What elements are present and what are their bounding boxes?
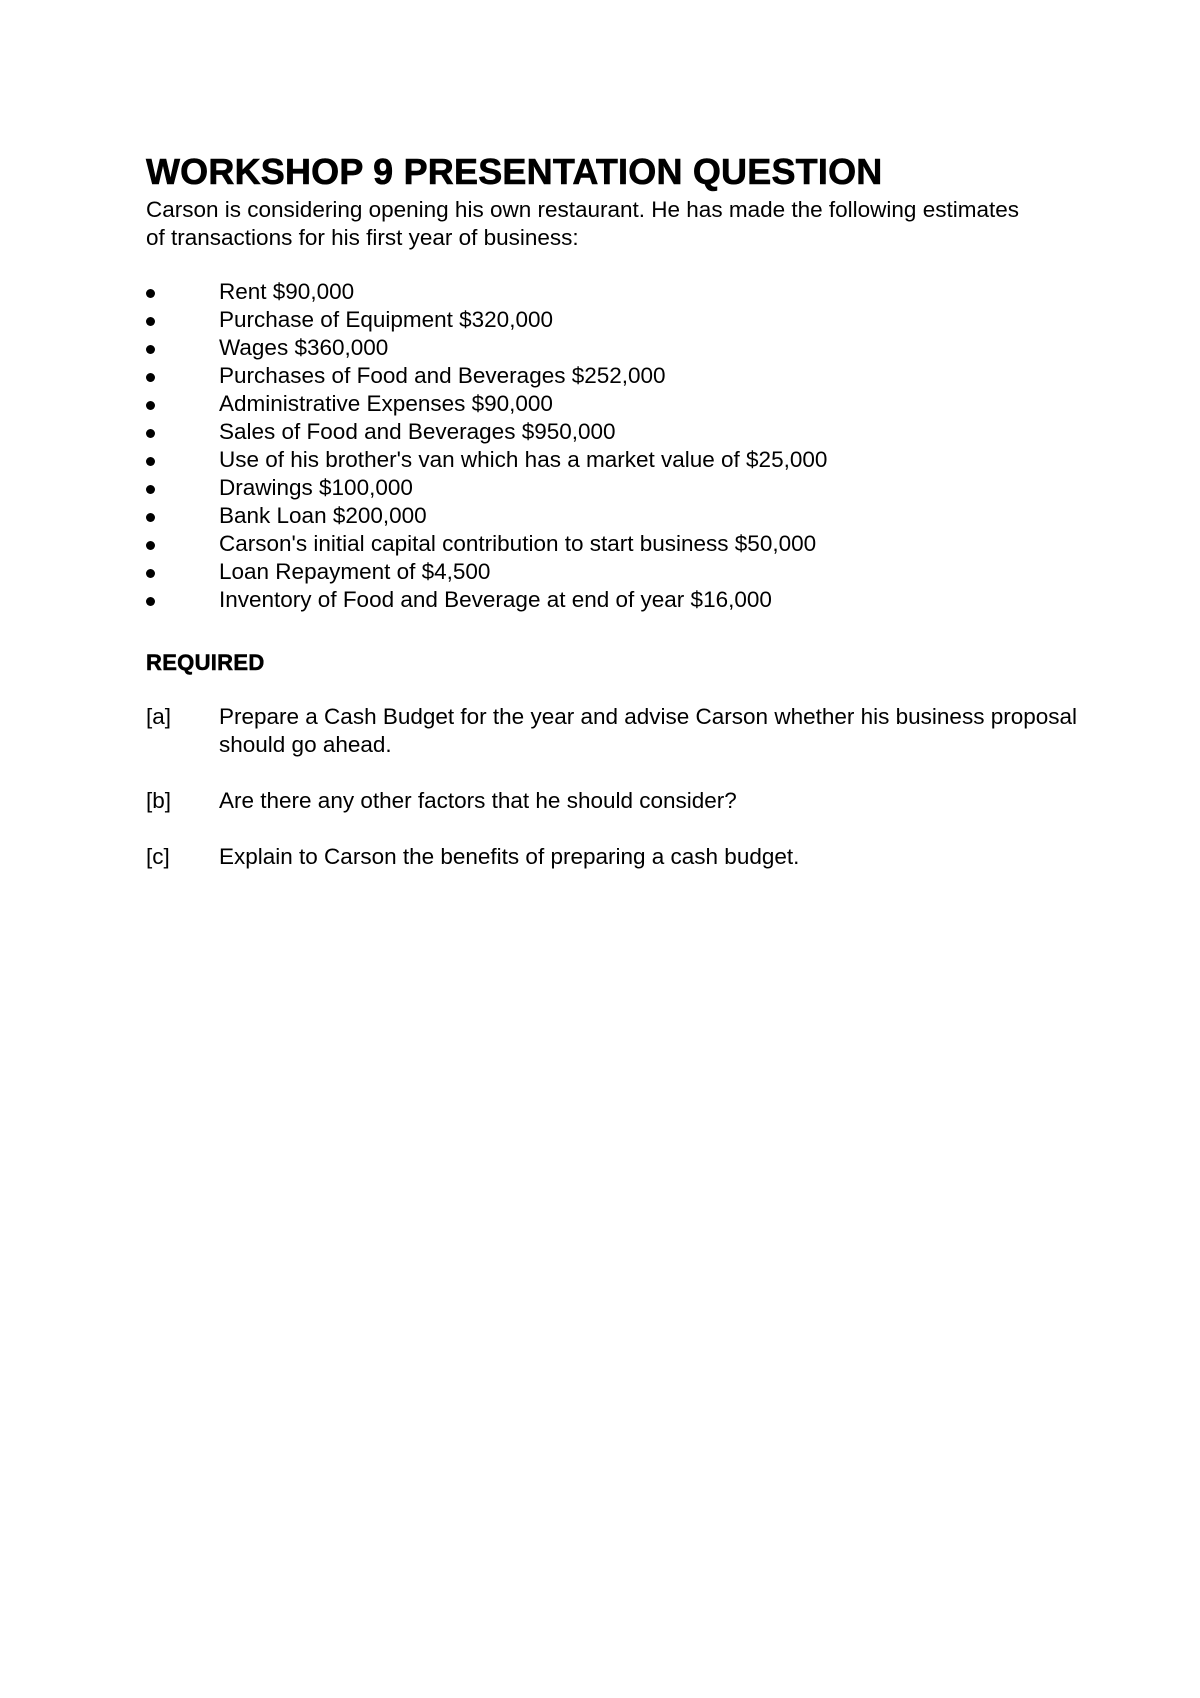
- list-item-text: Inventory of Food and Beverage at end of year $16,000: [219, 587, 772, 612]
- bullet-icon: [146, 289, 155, 298]
- list-item: [146, 502, 1106, 530]
- list-item: [146, 390, 1106, 418]
- bullet-icon: [146, 345, 155, 354]
- bullet-icon: [146, 429, 155, 438]
- list-item: [146, 306, 1106, 334]
- question-list: [146, 703, 1106, 871]
- question-text: Prepare a Cash Budget for the year and advise Carson whether his business proposal should go ahead.: [219, 704, 1077, 757]
- question-label: [b]: [146, 788, 172, 813]
- list-item-text: Loan Repayment of $4,500: [219, 559, 491, 584]
- list-item-text: Drawings $100,000: [219, 475, 413, 500]
- list-item-text: Sales of Food and Beverages $950,000: [219, 419, 616, 444]
- bullet-icon: [146, 373, 155, 382]
- list-item-text: Use of his brother's van which has a market value of $25,000: [219, 447, 828, 472]
- list-item-text: Purchases of Food and Beverages $252,000: [219, 363, 666, 388]
- intro-paragraph: Carson is considering opening his own restaurant. He has made the following estimates of transactions for his first year of business:: [146, 197, 1019, 250]
- question-item: [146, 787, 1119, 815]
- question-item: [146, 843, 1119, 871]
- bullet-icon: [146, 485, 155, 494]
- list-item-text: Carson's initial capital contribution to start business $50,000: [219, 531, 817, 556]
- list-item: [146, 278, 1106, 306]
- question-label: [a]: [146, 704, 172, 729]
- list-item-text: Purchase of Equipment $320,000: [219, 307, 553, 332]
- list-item: [146, 530, 1106, 558]
- list-item-text: Bank Loan $200,000: [219, 503, 427, 528]
- list-item: [146, 418, 1106, 446]
- question-text: Are there any other factors that he should consider?: [219, 788, 737, 813]
- bullet-icon: [146, 401, 155, 410]
- transaction-list: [146, 278, 1106, 614]
- list-item: [146, 362, 1106, 390]
- list-item: [146, 586, 1106, 614]
- list-item-text: Administrative Expenses $90,000: [219, 391, 553, 416]
- bullet-icon: [146, 317, 155, 326]
- question-item: [146, 703, 1119, 759]
- list-item: [146, 446, 1106, 474]
- required-heading: REQUIRED: [146, 650, 265, 675]
- bullet-icon: [146, 597, 155, 606]
- bullet-icon: [146, 569, 155, 578]
- question-text: Explain to Carson the benefits of preparing a cash budget.: [219, 844, 800, 869]
- question-label: [c]: [146, 844, 170, 869]
- list-item: [146, 474, 1106, 502]
- list-item-text: Wages $360,000: [219, 335, 389, 360]
- bullet-icon: [146, 541, 155, 550]
- bullet-icon: [146, 513, 155, 522]
- document-page: [146, 150, 1106, 899]
- list-item: [146, 558, 1106, 586]
- list-item-text: Rent $90,000: [219, 279, 355, 304]
- document-title: WORKSHOP 9 PRESENTATION QUESTION: [146, 151, 883, 192]
- bullet-icon: [146, 457, 155, 466]
- list-item: [146, 334, 1106, 362]
